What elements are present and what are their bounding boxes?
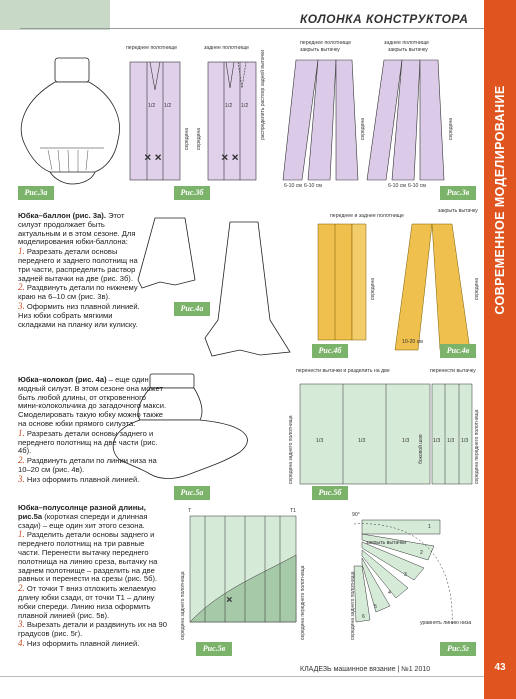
label-distribute-dart: распределить раствор задней вытачки <box>260 49 266 140</box>
svg-text:× ×: × × <box>144 153 162 163</box>
section3-step1-num: 1. <box>18 529 25 540</box>
label-middle-3c-front: середина <box>360 118 366 140</box>
label-half-b: 1/2 <box>164 103 172 109</box>
section1-step3: Оформить низ плавной линией. Низ юбки собрать мягкими складками на планку или кулиску. <box>18 301 140 329</box>
balloon-skirt-drawing <box>21 58 119 184</box>
section2-step2: Раздвинуть детали по линии низа на 10–20 см (рис. 4в). <box>18 456 157 474</box>
label-spread-4c: 10-20 см <box>402 339 423 345</box>
caption-fig5b: Рис.5б <box>312 486 348 500</box>
label-third-a: 1/3 <box>316 438 324 444</box>
label-close-dart-3c-back: закрыть вытачку <box>388 47 428 53</box>
label-front-panel-3c: переднее полотнище <box>300 40 352 46</box>
label-fan-5: 5 <box>374 604 377 610</box>
label-half-a: 1/2 <box>148 103 156 109</box>
section2-intro: – еще один модный силуэт. В этом сезоне она может быть любой длины, от откровенного мини-колокольчика до загадочного макси. <box>18 375 167 411</box>
section1-intro: Этот силуэт продолжает быть актуальным и в этом сезоне. Для моделирования юбки-баллона: <box>18 211 136 247</box>
label-third-b: 1/3 <box>358 438 366 444</box>
label-fan-3: 3 <box>404 572 407 578</box>
section2-title: Юбка–колокол (рис. 4а) <box>18 375 107 384</box>
caption-fig3b: Рис.3б <box>174 186 210 200</box>
label-back-panel-3c: заднее полотнище <box>384 40 430 46</box>
label-half-d: 1/2 <box>241 103 249 109</box>
section-bell-skirt <box>18 376 168 485</box>
label-middle-3b-front: середина <box>184 128 190 150</box>
label-spread-3c-d: 6-10 см <box>408 183 426 189</box>
section2-step2-num: 2. <box>18 455 25 466</box>
label-back-panel-3b: заднее полотнище <box>204 45 250 51</box>
section-balloon-skirt <box>18 212 142 329</box>
section-header: КОЛОНКА КОНСТРУКТОРА <box>300 12 469 26</box>
fig5c-panels <box>190 516 296 622</box>
label-half-c: 1/2 <box>225 103 233 109</box>
label-spread-3c-a: 6-10 см <box>284 183 302 189</box>
fig5b-panels <box>300 384 472 484</box>
section3-intro: (короткая спереди и длинная сзади) – еще один хит этого сезона. <box>18 511 148 530</box>
section3-step2-num: 2. <box>18 583 25 594</box>
label-align-bottom: уравнять линию низа <box>420 620 472 626</box>
section1-step1: Разрезать детали основы переднего и заднего полотнищ на три части, распределить раствор задней вытачки на две (рис. 3б). <box>18 247 138 283</box>
caption-fig4v: Рис.4в <box>440 344 476 358</box>
label-close-dart-4c: закрыть вытачку <box>438 208 478 214</box>
section1-title: Юбка–баллон (рис. 3а). <box>18 211 106 220</box>
label-middle-4c: середина <box>474 278 480 300</box>
label-mid-back-5g: середина заднего полотнища <box>350 571 356 640</box>
fig3b-panels <box>130 62 256 180</box>
label-point-t1: Т1 <box>290 508 297 514</box>
label-middle-4b: середина <box>370 278 376 300</box>
label-third-e: 1/3 <box>447 438 455 444</box>
label-point-t: Т <box>188 508 192 514</box>
page-number: 43 <box>494 662 506 673</box>
section1-step1-num: 1. <box>18 246 25 257</box>
label-middle-3b-back: середина <box>196 128 202 150</box>
label-mid-front-5b: середина переднего полотнища <box>474 409 480 484</box>
section3-step1: Разделить детали основы заднего и переднего полотнищ на три равные части. Перенести вытачку переднего полотнища на линию среза, вытачку на заднем полотнище – разделить на две равных и перенести на срезы (рис. 5б). <box>18 530 158 584</box>
label-fan-2: 2 <box>420 550 423 556</box>
label-side-seam: боковой шов <box>418 434 424 464</box>
label-close-darts-5g: закрыть вытачки <box>366 540 407 546</box>
label-front-back-panel: переднее и заднее полотнище <box>330 213 404 219</box>
label-third-f: 1/3 <box>461 438 469 444</box>
caption-fig5a: Рис.5а <box>174 486 210 500</box>
caption-fig5g: Рис.5г <box>440 642 476 656</box>
sidebar-label: СОВРЕМЕННОЕ МОДЕЛИРОВАНИЕ <box>493 85 507 315</box>
caption-fig5v: Рис.5в <box>196 642 232 656</box>
label-close-dart-3c-front: закрыть вытачку <box>300 47 340 53</box>
label-spread-3c-c: 6-10 см <box>388 183 406 189</box>
caption-fig4a: Рис.4а <box>174 302 210 316</box>
section2-step3: Низ оформить плавной линией. <box>26 474 140 484</box>
svg-text:× ×: × × <box>221 153 239 163</box>
label-fan-6: 6 <box>362 614 365 620</box>
caption-fig3a: Рис.3а <box>18 186 54 200</box>
section3-step4: Низ оформить плавной линией. <box>26 638 140 648</box>
fig4-yellow-panels <box>318 224 470 350</box>
caption-fig3v: Рис.3в <box>440 186 476 200</box>
label-third-c: 1/3 <box>402 438 410 444</box>
section3-title: Юбка–полусолнце разной длины, рис.5а <box>18 503 146 521</box>
section2-step3-num: 3. <box>18 473 25 484</box>
section1-step3-num: 3. <box>18 300 25 311</box>
section1-step2: Раздвинуть детали по нижнему краю на 6–10 см (рис. 3в). <box>18 283 138 302</box>
label-transfer-dart-split: перенести вытачки и разделить на две <box>296 368 390 374</box>
section3-step2: От точки Т вниз отложить желаемую длину юбки сзади, от точки Т1 – длину юбки спереди. Линию низа оформить плавной линией (рис. 5в). <box>18 584 156 620</box>
footer-divider <box>0 676 484 677</box>
section2-intro2: Смоделировать такую юбку можно также на основе юбки прямого силуэта. <box>18 410 164 428</box>
section-half-circle-skirt <box>18 504 168 649</box>
section1-step2-num: 2. <box>18 282 25 293</box>
section2-step1-num: 1. <box>18 427 25 438</box>
caption-fig4b: Рис.4б <box>312 344 348 358</box>
label-mid-front-5c: середина переднего полотнища <box>300 565 306 640</box>
label-third-d: 1/3 <box>433 438 441 444</box>
label-mid-back-5b: середина заднего полотнища <box>288 415 294 484</box>
label-fan-1: 1 <box>428 524 431 530</box>
label-spread-3c-b: 6-10 см <box>304 183 322 189</box>
label-transfer-dart: перенести вытачку <box>430 368 476 374</box>
label-front-panel-3b: переднее полотнище <box>126 45 178 51</box>
label-90-degrees: 90° <box>352 512 360 518</box>
bell-skirt-drawing <box>138 218 290 356</box>
label-fan-4: 4 <box>388 590 391 596</box>
label-middle-3c-back: середина <box>448 118 454 140</box>
section3-step4-num: 4. <box>18 637 25 648</box>
section3-step3-num: 3. <box>18 619 25 630</box>
section2-step1: Разрезать детали основы заднего и переднего полотнищ на две части (рис. 4б). <box>18 428 158 456</box>
footer-magazine: КЛАДЕЗЬ машинное вязание | №1 2010 <box>300 666 431 673</box>
svg-text:×: × <box>226 595 233 604</box>
label-mid-back-5c: середина заднего полотнища <box>180 571 186 640</box>
section3-step3: Вырезать детали и раздвинуть их на 90 градусов (рис. 5г). <box>18 620 167 639</box>
